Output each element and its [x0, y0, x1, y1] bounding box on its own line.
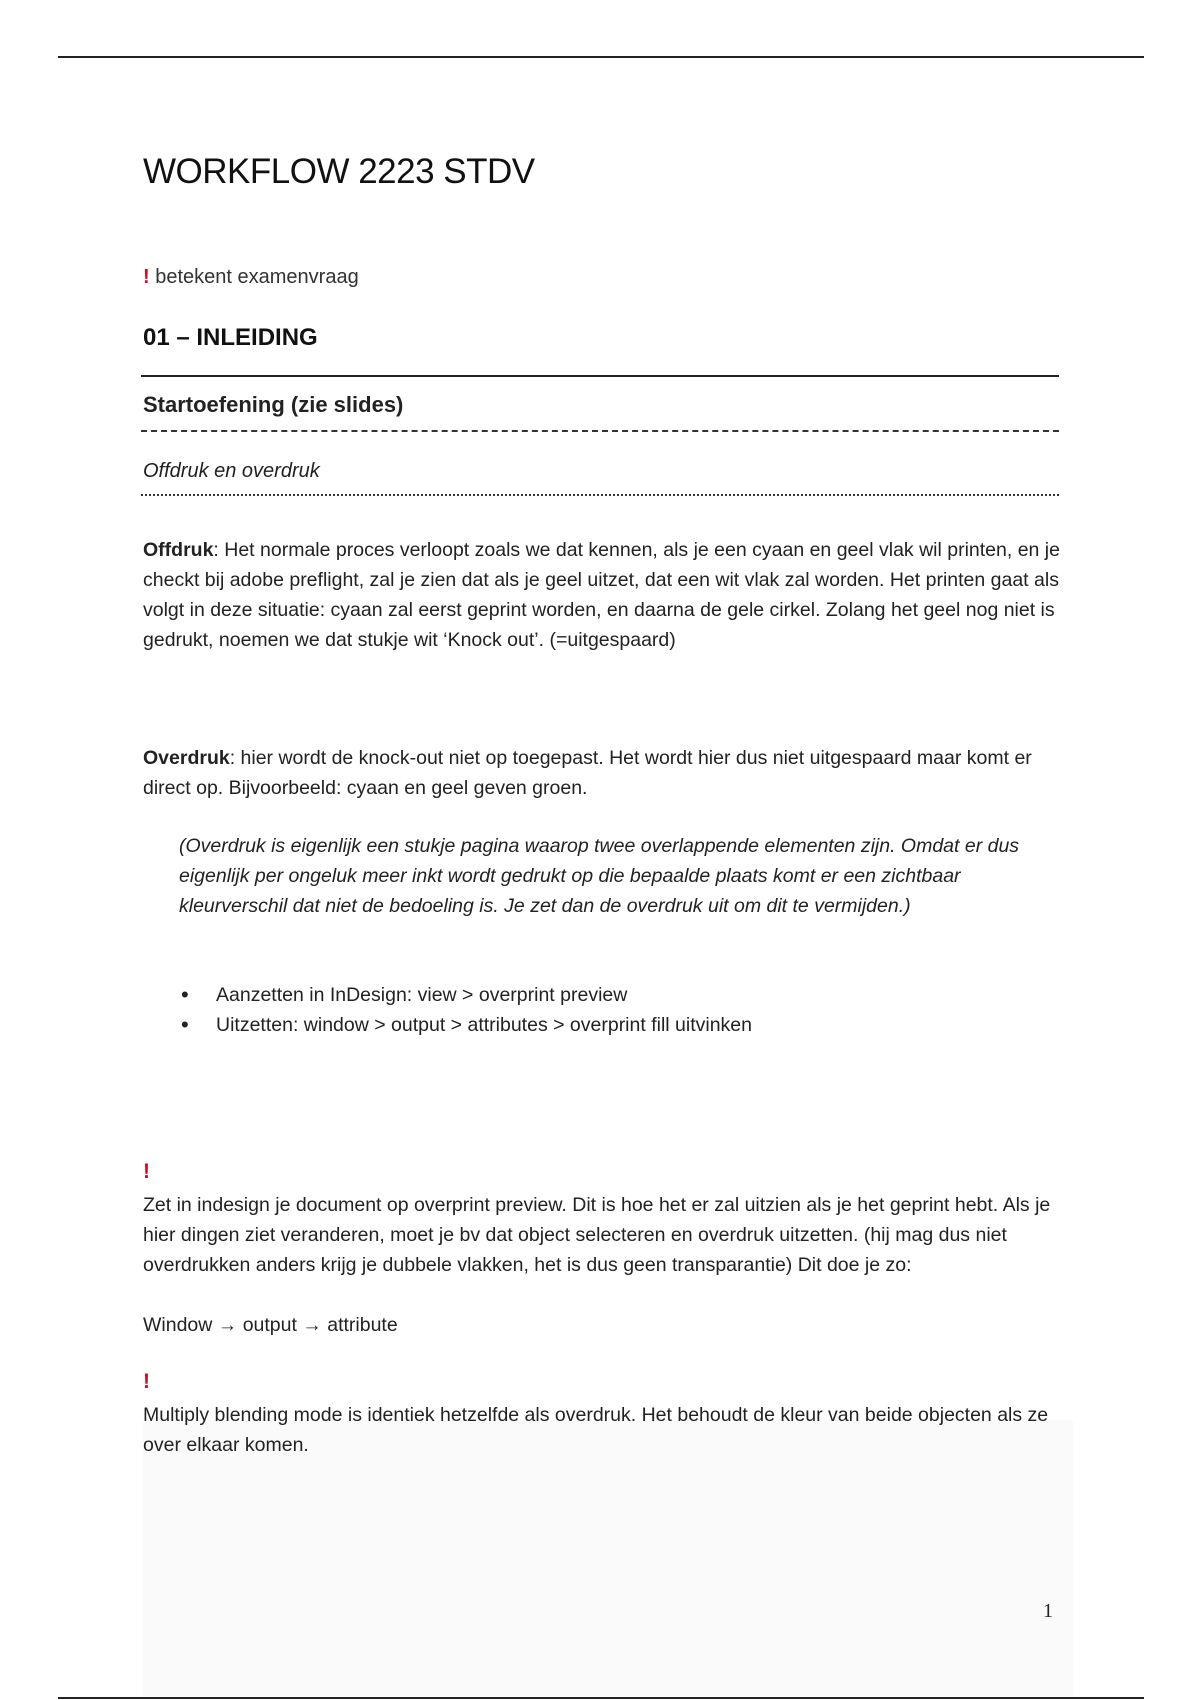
overdruk-paragraph — [143, 743, 1063, 803]
section-heading: Startoefening (zie slides) — [143, 392, 404, 417]
overdruk-term: Overdruk — [143, 747, 230, 769]
offdruk-paragraph — [143, 535, 1063, 655]
list-item: • Aanzetten in InDesign: view > overprint preview — [143, 980, 752, 1010]
bullet-list — [143, 980, 752, 1040]
subsection-rule — [141, 494, 1059, 496]
page-bottom-rule — [58, 1697, 1144, 1699]
exam-question-2: Multiply blending mode is identiek hetzelfde als overdruk. Het behoudt de kleur van beide objecten als ze over elkaar komen. — [143, 1404, 1049, 1456]
offdruk-text: : Het normale proces verloopt zoals we dat kennen, als je een cyaan en geel vlak wil printen, en je checkt bij adobe preflight, zal je zien dat als je geel uitzet, dat een wit vlak zal worden. Het printen gaat als volgt in deze situatie: cyaan zal eerst geprint worden, en daarna de gele cirkel. Zolang het geel nog niet is gedrukt, noemen we dat stukje wit ‘Knock out’. (=uitgespaard) — [143, 539, 1060, 651]
list-item: • Uitzetten: window > output > attributes > overprint fill uitvinken — [143, 1010, 752, 1040]
section-rule — [141, 430, 1059, 432]
offdruk-term: Offdruk — [143, 539, 214, 561]
menu-path: Window → output → attribute — [143, 1314, 398, 1336]
exam-question-1: Zet in indesign je document op overprint preview. Dit is hoe het er zal uitzien als je het geprint hebt. Als je hier dingen ziet veranderen, moet je bv dat object selecteren en overdruk uitzetten. (hij mag dus niet overdrukken anders krijg je dubbele vlakken, het is dus geen transparantie) Dit doe je zo: — [143, 1194, 1051, 1276]
exclamation-icon: ! — [143, 266, 150, 288]
chapter-heading: 01 – INLEIDING — [143, 324, 318, 351]
exclamation-icon: ! — [143, 1370, 150, 1393]
page-number: 1 — [1043, 1600, 1053, 1622]
overdruk-text: : hier wordt de knock-out niet op toegepast. Het wordt hier dus niet uitgespaard maar komt er direct op. Bijvoorbeeld: cyaan en geel geven groen. — [143, 747, 1032, 799]
exam-legend — [143, 266, 359, 289]
overdruk-note: (Overdruk is eigenlijk een stukje pagina waarop twee overlappende elementen zijn. Omdat er dus eigenlijk per ongeluk meer inkt wordt gedrukt op die bepaalde plaats komt er een zichtbaar kleurverschil dat niet de bedoeling is. Je zet dan de overdruk uit om dit te vermijden.) — [179, 835, 1020, 917]
page-top-rule — [58, 56, 1144, 58]
page-shade — [143, 1420, 1073, 1696]
chapter-rule — [141, 375, 1059, 377]
subsection-heading: Offdruk en overdruk — [143, 460, 320, 482]
exclamation-icon: ! — [143, 1160, 150, 1183]
document-title: WORKFLOW 2223 STDV — [143, 152, 535, 191]
legend-text: betekent examenvraag — [149, 266, 359, 288]
